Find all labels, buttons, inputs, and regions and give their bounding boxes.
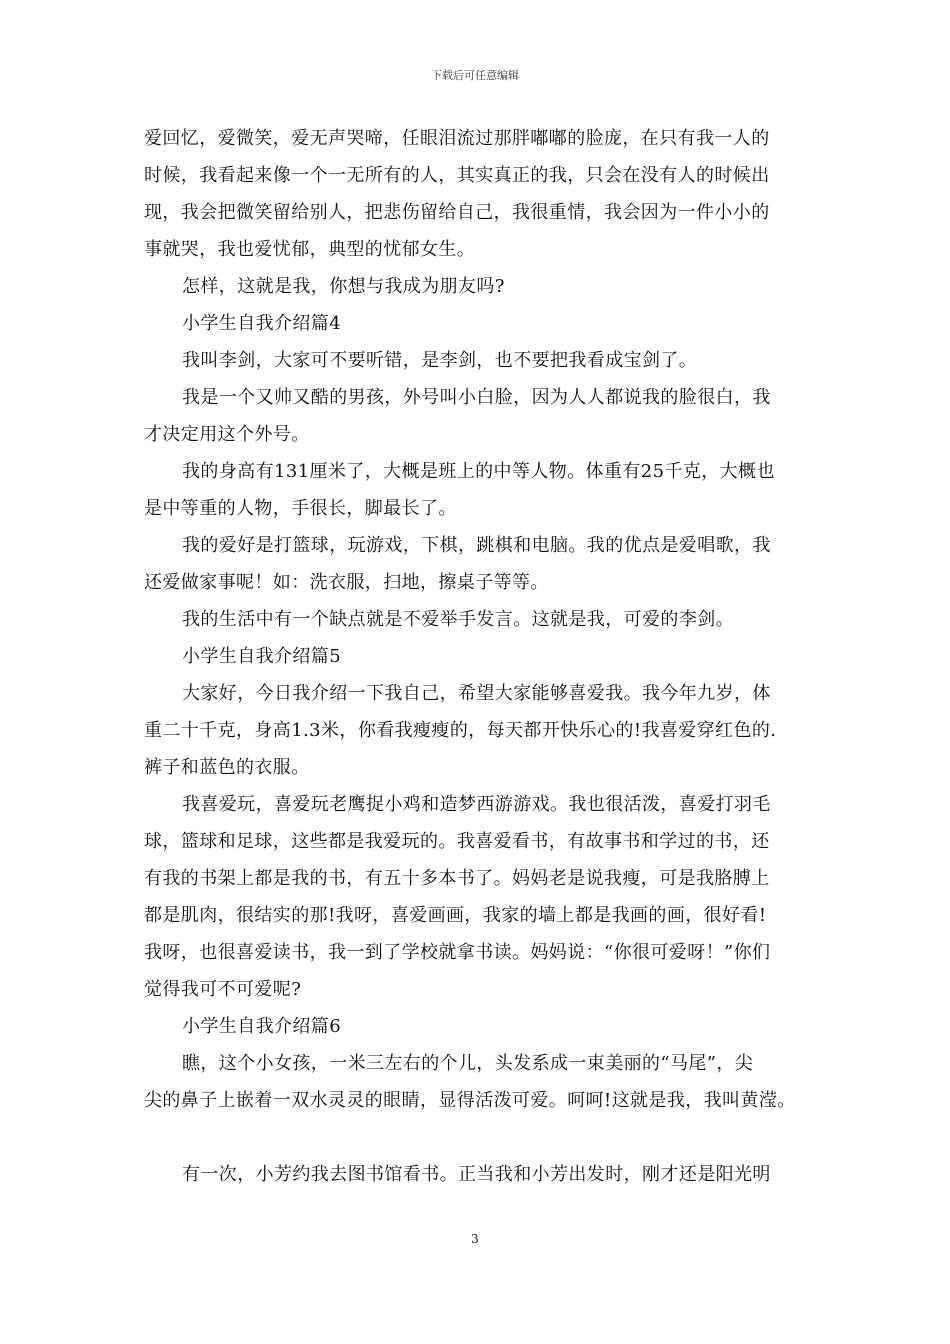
text-line: 是中等重的人物，手很长，脚最长了。 xyxy=(144,498,457,519)
text-line: 我的爱好是打篮球，玩游戏，下棋，跳棋和电脑。我的优点是爱唱歌，我 xyxy=(182,535,771,556)
section-heading: 小学生自我介绍篇5 xyxy=(182,646,342,667)
text-line: 事就哭，我也爱忧郁，典型的忧郁女生。 xyxy=(144,239,476,260)
text-line: 球，篮球和足球，这些都是我爱玩的。我喜爱看书，有故事书和学过的书，还 xyxy=(144,831,770,852)
text-line: 大家好，今日我介绍一下我自己，希望大家能够喜爱我。我今年九岁，体 xyxy=(182,683,771,704)
text-line: 我是一个又帅又酷的男孩，外号叫小白脸，因为人人都说我的脸很白，我 xyxy=(182,387,771,408)
text-line: 才决定用这个外号。 xyxy=(144,424,310,445)
text-line: 我的身高有131厘米了，大概是班上的中等人物。体重有25千克，大概也 xyxy=(182,461,775,482)
text-line: 现，我会把微笑留给别人，把悲伤留给自己，我很重情，我会因为一件小小的 xyxy=(144,202,770,223)
document-body xyxy=(144,120,812,1193)
text-line: 都是肌肉，很结实的那!我呀，喜爱画画，我家的墙上都是我画的画，很好看! xyxy=(144,905,767,926)
text-line: 尖的鼻子上嵌着一双水灵灵的眼睛，显得活泼可爱。呵呵!这就是我，我叫黄滢。 xyxy=(144,1090,796,1111)
paragraph-gap xyxy=(144,1119,812,1156)
page-header: 下载后可任意编辑 xyxy=(431,69,519,82)
text-line: 我的生活中有一个缺点就是不爱举手发言。这就是我，可爱的李剑。 xyxy=(182,609,734,630)
text-line: 觉得我可不可爱呢? xyxy=(144,979,302,1000)
text-line: 有我的书架上都是我的书，有五十多本书了。妈妈老是说我瘦，可是我胳膊上 xyxy=(144,868,770,889)
text-line: 瞧，这个小女孩，一米三左右的个儿，头发系成一束美丽的“马尾”，尖 xyxy=(182,1053,754,1074)
text-line: 还爱做家事呢！如：洗衣服，扫地，擦桌子等等。 xyxy=(144,572,549,593)
section-heading: 小学生自我介绍篇4 xyxy=(182,313,342,334)
section-heading: 小学生自我介绍篇6 xyxy=(182,1016,342,1037)
text-line: 重二十千克，身高1.3米，你看我瘦瘦的，每天都开快乐心的!我喜爱穿红色的. xyxy=(144,720,777,741)
text-line: 我叫李剑，大家可不要听错，是李剑，也不要把我看成宝剑了。 xyxy=(182,350,698,371)
text-line: 我呀，也很喜爱读书，我一到了学校就拿书读。妈妈说：“你很可爱呀！”你们 xyxy=(144,942,771,963)
text-line: 时候，我看起来像一个一无所有的人，其实真正的我，只会在没有人的时候出 xyxy=(144,165,770,186)
text-line: 有一次，小芳约我去图书馆看书。正当我和小芳出发时，刚才还是阳光明 xyxy=(182,1164,771,1185)
text-line: 爱回忆，爱微笑，爱无声哭啼，任眼泪流过那胖嘟嘟的脸庞，在只有我一人的 xyxy=(144,128,770,149)
text-line: 怎样，这就是我，你想与我成为朋友吗? xyxy=(182,276,505,297)
page-number: 3 xyxy=(471,1232,479,1246)
text-line: 裤子和蓝色的衣服。 xyxy=(144,757,310,778)
text-line: 我喜爱玩，喜爱玩老鹰捉小鸡和造梦西游游戏。我也很活泼，喜爱打羽毛 xyxy=(182,794,771,815)
